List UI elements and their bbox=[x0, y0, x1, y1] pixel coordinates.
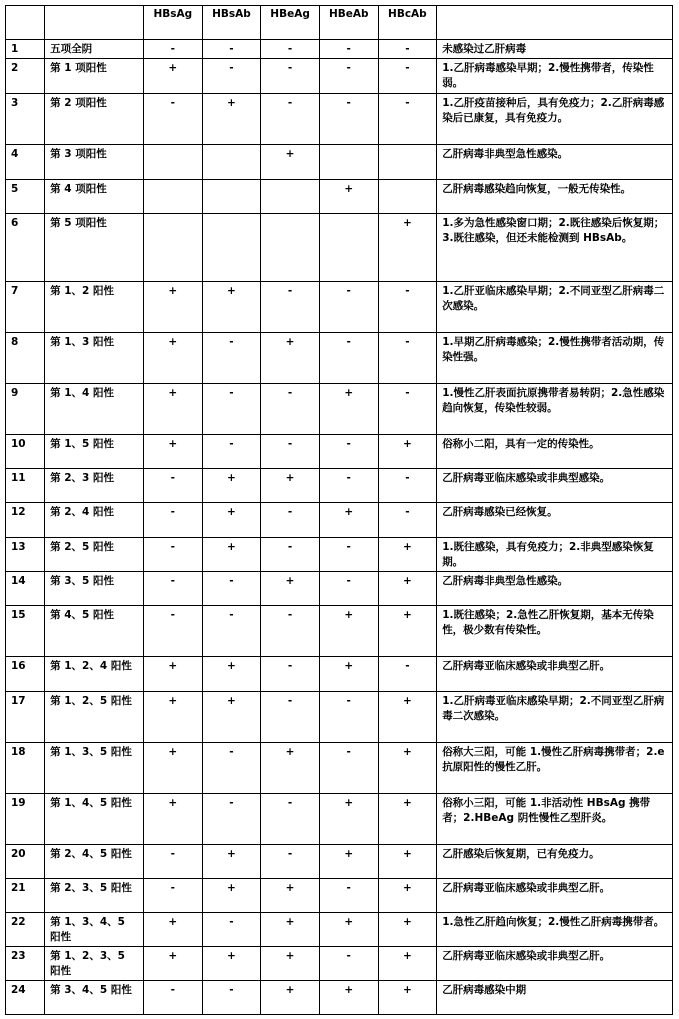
row-pattern: 第 3 项阳性 bbox=[45, 145, 144, 180]
row-meaning: 乙肝感染后恢复期，已有免疫力。 bbox=[437, 845, 673, 879]
mark-hbcab: - bbox=[378, 503, 437, 538]
row-pattern: 第 2、3、5 阳性 bbox=[45, 879, 144, 913]
mark-hbsag bbox=[143, 180, 202, 214]
mark-hbeab: - bbox=[319, 59, 378, 94]
table-row bbox=[6, 794, 673, 845]
table-row bbox=[6, 94, 673, 145]
table-row bbox=[6, 692, 673, 743]
mark-hbsab bbox=[202, 214, 261, 282]
mark-hbeab: - bbox=[319, 469, 378, 503]
mark-hbsab: + bbox=[202, 282, 261, 333]
mark-hbsag: + bbox=[143, 743, 202, 794]
mark-hbeab: + bbox=[319, 845, 378, 879]
mark-hbeag bbox=[261, 180, 320, 214]
row-number: 3 bbox=[6, 94, 45, 145]
row-meaning: 乙肝病毒非典型急性感染。 bbox=[437, 145, 673, 180]
header-hbeab: HBeAb bbox=[319, 6, 378, 40]
table-row bbox=[6, 40, 673, 59]
mark-hbeag: - bbox=[261, 692, 320, 743]
row-number: 18 bbox=[6, 743, 45, 794]
mark-hbsab: - bbox=[202, 794, 261, 845]
mark-hbsag: - bbox=[143, 845, 202, 879]
table-row bbox=[6, 981, 673, 1015]
mark-hbsab: + bbox=[202, 692, 261, 743]
mark-hbsab: + bbox=[202, 94, 261, 145]
table-row bbox=[6, 435, 673, 469]
mark-hbeab: - bbox=[319, 947, 378, 981]
mark-hbeag: - bbox=[261, 384, 320, 435]
mark-hbcab: + bbox=[378, 572, 437, 606]
row-pattern: 第 2、3 阳性 bbox=[45, 469, 144, 503]
table-row bbox=[6, 947, 673, 981]
mark-hbeag: - bbox=[261, 435, 320, 469]
row-pattern: 第 2 项阳性 bbox=[45, 94, 144, 145]
mark-hbsab: - bbox=[202, 981, 261, 1015]
row-meaning: 1.乙肝疫苗接种后，具有免疫力；2.乙肝病毒感染后已康复，具有免疫力。 bbox=[437, 94, 673, 145]
mark-hbsag: + bbox=[143, 282, 202, 333]
row-number: 17 bbox=[6, 692, 45, 743]
table-row bbox=[6, 333, 673, 384]
table-row bbox=[6, 59, 673, 94]
mark-hbsag: + bbox=[143, 384, 202, 435]
row-pattern: 第 3、4、5 阳性 bbox=[45, 981, 144, 1015]
row-meaning: 1.既往感染，具有免疫力；2.非典型感染恢复期。 bbox=[437, 538, 673, 572]
mark-hbeab: - bbox=[319, 692, 378, 743]
table-row bbox=[6, 214, 673, 282]
mark-hbcab: + bbox=[378, 692, 437, 743]
row-meaning: 乙肝病毒亚临床感染或非典型乙肝。 bbox=[437, 879, 673, 913]
row-number: 4 bbox=[6, 145, 45, 180]
row-number: 11 bbox=[6, 469, 45, 503]
row-meaning: 1.多为急性感染窗口期；2.既往感染后恢复期；3.既往感染，但还未能检测到 HBsAb。 bbox=[437, 214, 673, 282]
row-pattern: 五项全阴 bbox=[45, 40, 144, 59]
mark-hbsab: - bbox=[202, 572, 261, 606]
row-meaning: 俗称小三阳，可能 1.非活动性 HBsAg 携带者；2.HBeAg 阴性慢性乙型肝炎。 bbox=[437, 794, 673, 845]
table-row bbox=[6, 845, 673, 879]
row-pattern: 第 1、3、5 阳性 bbox=[45, 743, 144, 794]
header-index bbox=[6, 6, 45, 40]
mark-hbeag: + bbox=[261, 469, 320, 503]
row-pattern: 第 1、2、4 阳性 bbox=[45, 657, 144, 692]
mark-hbeag: - bbox=[261, 94, 320, 145]
mark-hbeab: + bbox=[319, 503, 378, 538]
mark-hbsab: - bbox=[202, 333, 261, 384]
row-pattern: 第 1 项阳性 bbox=[45, 59, 144, 94]
mark-hbcab: + bbox=[378, 879, 437, 913]
row-pattern: 第 1、4 阳性 bbox=[45, 384, 144, 435]
mark-hbsag: - bbox=[143, 538, 202, 572]
mark-hbcab: + bbox=[378, 845, 437, 879]
mark-hbsab: - bbox=[202, 435, 261, 469]
header-pattern bbox=[45, 6, 144, 40]
table-row bbox=[6, 282, 673, 333]
mark-hbsab: + bbox=[202, 538, 261, 572]
mark-hbcab: + bbox=[378, 947, 437, 981]
mark-hbeag: - bbox=[261, 59, 320, 94]
header-hbsag: HBsAg bbox=[143, 6, 202, 40]
hbv-serology-table bbox=[5, 5, 673, 1015]
row-meaning: 俗称小二阳，具有一定的传染性。 bbox=[437, 435, 673, 469]
mark-hbeab: - bbox=[319, 333, 378, 384]
mark-hbsag: - bbox=[143, 94, 202, 145]
mark-hbcab: - bbox=[378, 94, 437, 145]
mark-hbeab: + bbox=[319, 794, 378, 845]
mark-hbsab bbox=[202, 180, 261, 214]
mark-hbsag: + bbox=[143, 435, 202, 469]
row-meaning: 乙肝病毒亚临床感染或非典型乙肝。 bbox=[437, 947, 673, 981]
table-row bbox=[6, 503, 673, 538]
mark-hbeab: - bbox=[319, 94, 378, 145]
row-number: 23 bbox=[6, 947, 45, 981]
table-body bbox=[6, 40, 673, 1015]
mark-hbsab bbox=[202, 145, 261, 180]
header-hbcab: HBcAb bbox=[378, 6, 437, 40]
mark-hbsab: + bbox=[202, 657, 261, 692]
mark-hbsab: - bbox=[202, 743, 261, 794]
mark-hbeab bbox=[319, 214, 378, 282]
table-row bbox=[6, 879, 673, 913]
mark-hbsag bbox=[143, 145, 202, 180]
mark-hbeag: - bbox=[261, 845, 320, 879]
row-meaning: 乙肝病毒非典型急性感染。 bbox=[437, 572, 673, 606]
mark-hbeag: - bbox=[261, 538, 320, 572]
row-number: 19 bbox=[6, 794, 45, 845]
mark-hbeag: - bbox=[261, 503, 320, 538]
row-number: 22 bbox=[6, 913, 45, 947]
row-number: 9 bbox=[6, 384, 45, 435]
table-row bbox=[6, 538, 673, 572]
mark-hbeag: + bbox=[261, 145, 320, 180]
mark-hbeag: - bbox=[261, 40, 320, 59]
mark-hbeag: - bbox=[261, 794, 320, 845]
row-meaning: 1.既往感染；2.急性乙肝恢复期，基本无传染性，极少数有传染性。 bbox=[437, 606, 673, 657]
table-row bbox=[6, 145, 673, 180]
mark-hbcab: + bbox=[378, 606, 437, 657]
header-meaning bbox=[437, 6, 673, 40]
mark-hbeab: + bbox=[319, 981, 378, 1015]
mark-hbsag bbox=[143, 214, 202, 282]
row-pattern: 第 1、2、3、5 阳性 bbox=[45, 947, 144, 981]
mark-hbsag: - bbox=[143, 469, 202, 503]
row-meaning: 乙肝病毒亚临床感染或非典型乙肝。 bbox=[437, 657, 673, 692]
mark-hbcab: - bbox=[378, 59, 437, 94]
row-number: 13 bbox=[6, 538, 45, 572]
mark-hbsag: + bbox=[143, 794, 202, 845]
mark-hbcab bbox=[378, 145, 437, 180]
mark-hbsag: + bbox=[143, 657, 202, 692]
row-number: 8 bbox=[6, 333, 45, 384]
mark-hbsab: - bbox=[202, 606, 261, 657]
table-row bbox=[6, 469, 673, 503]
mark-hbsag: - bbox=[143, 40, 202, 59]
mark-hbsag: - bbox=[143, 503, 202, 538]
row-meaning: 乙肝病毒亚临床感染或非典型感染。 bbox=[437, 469, 673, 503]
mark-hbeag: + bbox=[261, 879, 320, 913]
mark-hbeag: + bbox=[261, 333, 320, 384]
mark-hbsab: + bbox=[202, 879, 261, 913]
header-hbsab: HBsAb bbox=[202, 6, 261, 40]
mark-hbeag: - bbox=[261, 282, 320, 333]
row-pattern: 第 2、4、5 阳性 bbox=[45, 845, 144, 879]
row-meaning: 乙肝病毒感染已经恢复。 bbox=[437, 503, 673, 538]
row-number: 10 bbox=[6, 435, 45, 469]
table-row bbox=[6, 384, 673, 435]
table-row bbox=[6, 606, 673, 657]
mark-hbcab: + bbox=[378, 981, 437, 1015]
row-meaning: 乙肝病毒感染中期 bbox=[437, 981, 673, 1015]
mark-hbeab: + bbox=[319, 657, 378, 692]
row-number: 2 bbox=[6, 59, 45, 94]
mark-hbcab: - bbox=[378, 469, 437, 503]
row-meaning: 1.早期乙肝病毒感染；2.慢性携带者活动期，传染性强。 bbox=[437, 333, 673, 384]
mark-hbeag bbox=[261, 214, 320, 282]
mark-hbsab: + bbox=[202, 469, 261, 503]
mark-hbsag: + bbox=[143, 913, 202, 947]
mark-hbeab: + bbox=[319, 606, 378, 657]
mark-hbeab: - bbox=[319, 879, 378, 913]
mark-hbeab: - bbox=[319, 538, 378, 572]
row-pattern: 第 3、5 阳性 bbox=[45, 572, 144, 606]
row-pattern: 第 1、5 阳性 bbox=[45, 435, 144, 469]
mark-hbsab: + bbox=[202, 947, 261, 981]
mark-hbcab: + bbox=[378, 794, 437, 845]
mark-hbcab: + bbox=[378, 538, 437, 572]
row-pattern: 第 1、3、4、5 阳性 bbox=[45, 913, 144, 947]
mark-hbeab: - bbox=[319, 282, 378, 333]
row-number: 1 bbox=[6, 40, 45, 59]
header-hbeag: HBeAg bbox=[261, 6, 320, 40]
mark-hbcab: - bbox=[378, 657, 437, 692]
row-pattern: 第 1、4、5 阳性 bbox=[45, 794, 144, 845]
mark-hbeag: + bbox=[261, 981, 320, 1015]
row-pattern: 第 4、5 阳性 bbox=[45, 606, 144, 657]
mark-hbcab: + bbox=[378, 743, 437, 794]
row-number: 24 bbox=[6, 981, 45, 1015]
mark-hbsag: - bbox=[143, 572, 202, 606]
mark-hbeab: + bbox=[319, 180, 378, 214]
mark-hbcab: - bbox=[378, 333, 437, 384]
header-row bbox=[6, 6, 673, 40]
mark-hbeab: - bbox=[319, 572, 378, 606]
mark-hbsag: - bbox=[143, 981, 202, 1015]
mark-hbeab: + bbox=[319, 913, 378, 947]
mark-hbeab: - bbox=[319, 743, 378, 794]
mark-hbsab: + bbox=[202, 503, 261, 538]
row-number: 14 bbox=[6, 572, 45, 606]
row-number: 20 bbox=[6, 845, 45, 879]
row-pattern: 第 1、2、5 阳性 bbox=[45, 692, 144, 743]
mark-hbeag: + bbox=[261, 913, 320, 947]
mark-hbsag: - bbox=[143, 879, 202, 913]
mark-hbsab: - bbox=[202, 59, 261, 94]
row-meaning: 1.慢性乙肝表面抗原携带者易转阴；2.急性感染趋向恢复，传染性较弱。 bbox=[437, 384, 673, 435]
mark-hbeag: + bbox=[261, 743, 320, 794]
mark-hbeag: + bbox=[261, 947, 320, 981]
row-meaning: 乙肝病毒感染趋向恢复，一般无传染性。 bbox=[437, 180, 673, 214]
mark-hbcab: + bbox=[378, 214, 437, 282]
table-row bbox=[6, 180, 673, 214]
mark-hbsab: - bbox=[202, 384, 261, 435]
mark-hbeab: - bbox=[319, 435, 378, 469]
row-pattern: 第 4 项阳性 bbox=[45, 180, 144, 214]
row-meaning: 1.乙肝病毒感染早期；2.慢性携带者，传染性弱。 bbox=[437, 59, 673, 94]
mark-hbsag: + bbox=[143, 692, 202, 743]
mark-hbcab: - bbox=[378, 282, 437, 333]
mark-hbsab: + bbox=[202, 845, 261, 879]
row-number: 21 bbox=[6, 879, 45, 913]
row-pattern: 第 2、5 阳性 bbox=[45, 538, 144, 572]
mark-hbsag: - bbox=[143, 606, 202, 657]
mark-hbsab: - bbox=[202, 913, 261, 947]
row-number: 6 bbox=[6, 214, 45, 282]
row-number: 7 bbox=[6, 282, 45, 333]
row-number: 16 bbox=[6, 657, 45, 692]
mark-hbeab bbox=[319, 145, 378, 180]
table-row bbox=[6, 657, 673, 692]
row-number: 12 bbox=[6, 503, 45, 538]
row-meaning: 俗称大三阳，可能 1.慢性乙肝病毒携带者；2.e 抗原阳性的慢性乙肝。 bbox=[437, 743, 673, 794]
mark-hbsag: + bbox=[143, 947, 202, 981]
table-row bbox=[6, 743, 673, 794]
mark-hbcab bbox=[378, 180, 437, 214]
mark-hbsag: + bbox=[143, 333, 202, 384]
mark-hbcab: + bbox=[378, 913, 437, 947]
mark-hbsag: + bbox=[143, 59, 202, 94]
mark-hbeag: - bbox=[261, 657, 320, 692]
row-meaning: 1.急性乙肝趋向恢复；2.慢性乙肝病毒携带者。 bbox=[437, 913, 673, 947]
mark-hbeab: + bbox=[319, 384, 378, 435]
mark-hbsab: - bbox=[202, 40, 261, 59]
table-row bbox=[6, 913, 673, 947]
row-pattern: 第 1、2 阳性 bbox=[45, 282, 144, 333]
row-number: 15 bbox=[6, 606, 45, 657]
mark-hbcab: + bbox=[378, 435, 437, 469]
mark-hbeag: + bbox=[261, 572, 320, 606]
row-number: 5 bbox=[6, 180, 45, 214]
row-pattern: 第 2、4 阳性 bbox=[45, 503, 144, 538]
row-pattern: 第 5 项阳性 bbox=[45, 214, 144, 282]
row-meaning: 1.乙肝病毒亚临床感染早期；2.不同亚型乙肝病毒二次感染。 bbox=[437, 692, 673, 743]
mark-hbeag: - bbox=[261, 606, 320, 657]
mark-hbcab: - bbox=[378, 40, 437, 59]
row-meaning: 1.乙肝亚临床感染早期；2.不同亚型乙肝病毒二次感染。 bbox=[437, 282, 673, 333]
table-row bbox=[6, 572, 673, 606]
row-meaning: 未感染过乙肝病毒 bbox=[437, 40, 673, 59]
row-pattern: 第 1、3 阳性 bbox=[45, 333, 144, 384]
mark-hbeab: - bbox=[319, 40, 378, 59]
mark-hbcab: - bbox=[378, 384, 437, 435]
